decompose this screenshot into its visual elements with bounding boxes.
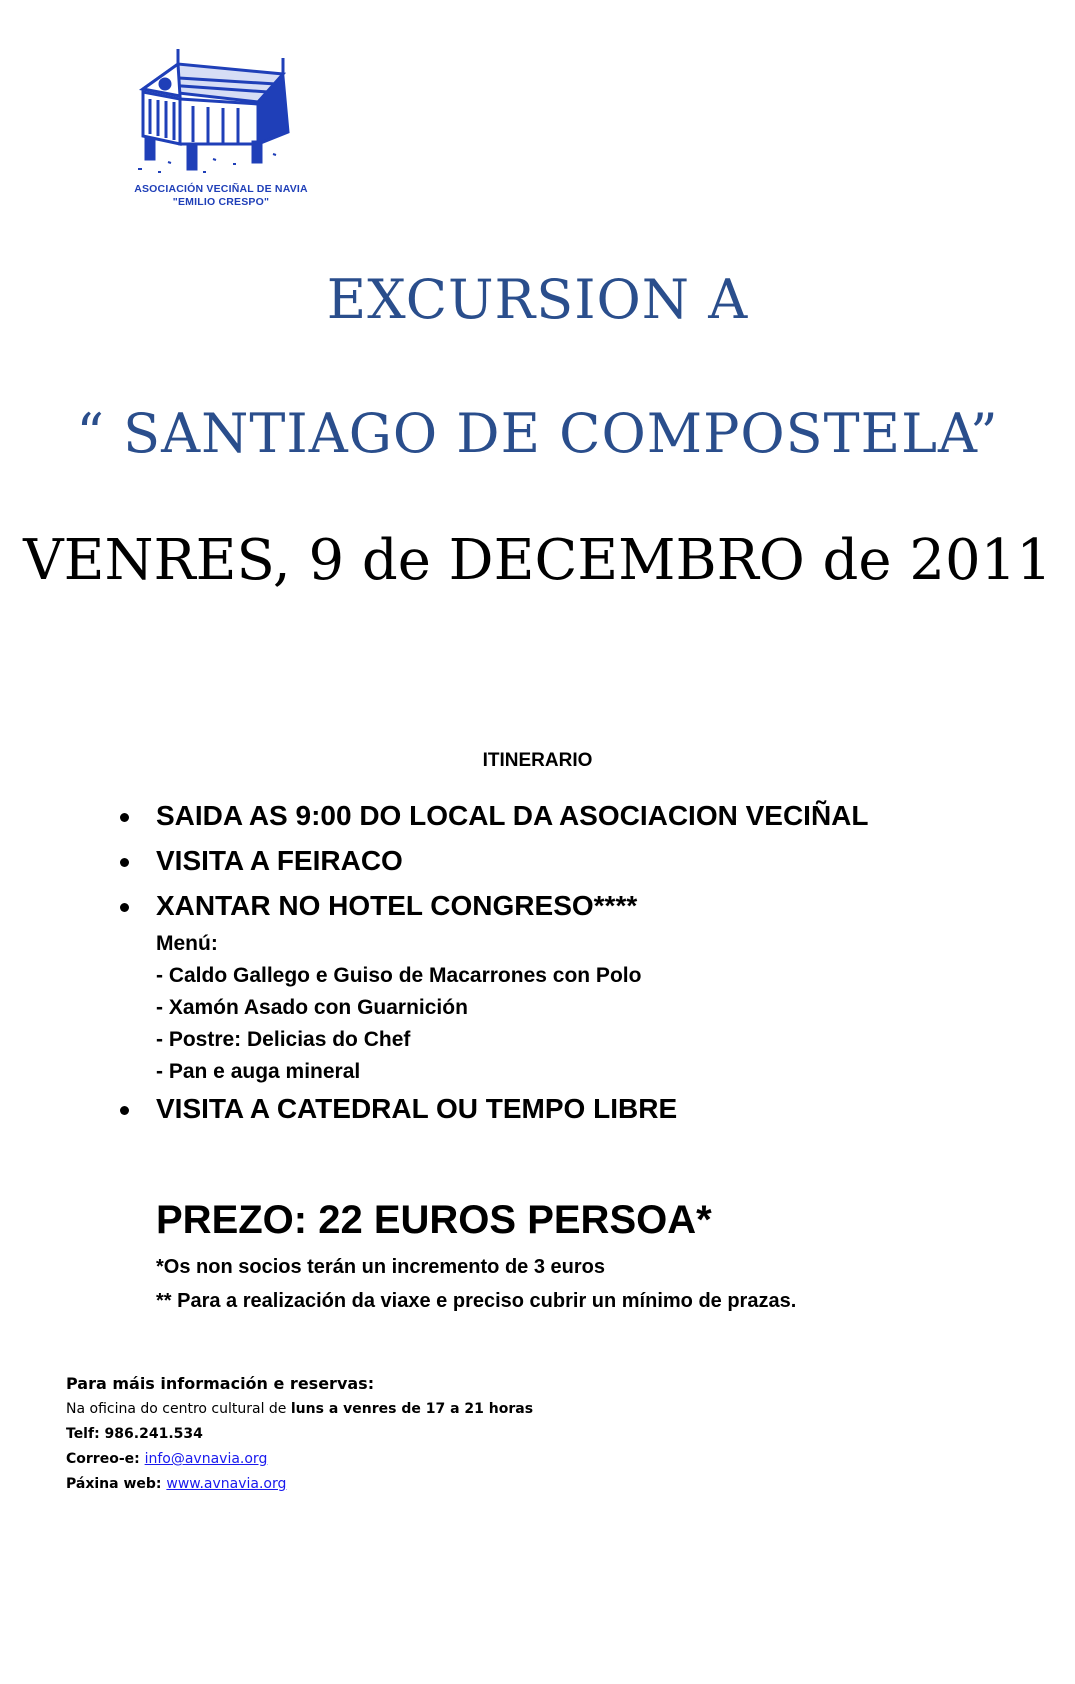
- title-excursion: EXCURSION A: [326, 268, 749, 331]
- menu-dish: - Caldo Gallego e Guiso de Macarrones con Polo: [156, 964, 642, 987]
- menu-dish: - Xamón Asado con Guarnición: [156, 996, 468, 1019]
- logo-association-name: ASOCIACIÓN VECIÑAL DE NAVIA: [134, 183, 308, 195]
- price-note-minimum: ** Para a realización da viaxe e preciso cubrir un mínimo de prazas.: [156, 1290, 797, 1312]
- price-heading: PREZO: 22 EUROS PERSOA*: [156, 1198, 712, 1242]
- contact-website: Páxina web: www.avnavia.org: [66, 1476, 287, 1492]
- price-note-non-members: *Os non socios terán un incremento de 3 euros: [156, 1256, 605, 1278]
- bullet-icon: [120, 813, 129, 822]
- association-logo: [88, 44, 338, 214]
- menu-dish: - Postre: Delicias do Chef: [156, 1028, 411, 1051]
- contact-heading: Para máis información e reservas:: [66, 1374, 375, 1393]
- menu-dish: - Pan e auga mineral: [156, 1060, 361, 1083]
- menu-label: Menú:: [156, 932, 218, 955]
- bullet-icon: [120, 1106, 129, 1115]
- horreo-building-icon: [118, 44, 308, 179]
- contact-phone: Telf: 986.241.534: [66, 1426, 203, 1442]
- bullet-icon: [120, 903, 129, 912]
- itinerary-heading: ITINERARIO: [482, 750, 593, 771]
- website-link[interactable]: www.avnavia.org: [166, 1476, 287, 1492]
- bullet-icon: [120, 858, 129, 867]
- contact-email: Correo-e: info@avnavia.org: [66, 1451, 268, 1467]
- event-date: VENRES, 9 de DECEMBRO de 2011: [23, 528, 1052, 593]
- email-link[interactable]: info@avnavia.org: [144, 1451, 268, 1467]
- contact-office-hours: Na oficina do centro cultural de luns a venres de 17 a 21 horas: [66, 1401, 534, 1417]
- logo-association-subtitle: "EMILIO CRESPO": [172, 196, 270, 208]
- title-destination: “ SANTIAGO DE COMPOSTELA”: [76, 402, 999, 465]
